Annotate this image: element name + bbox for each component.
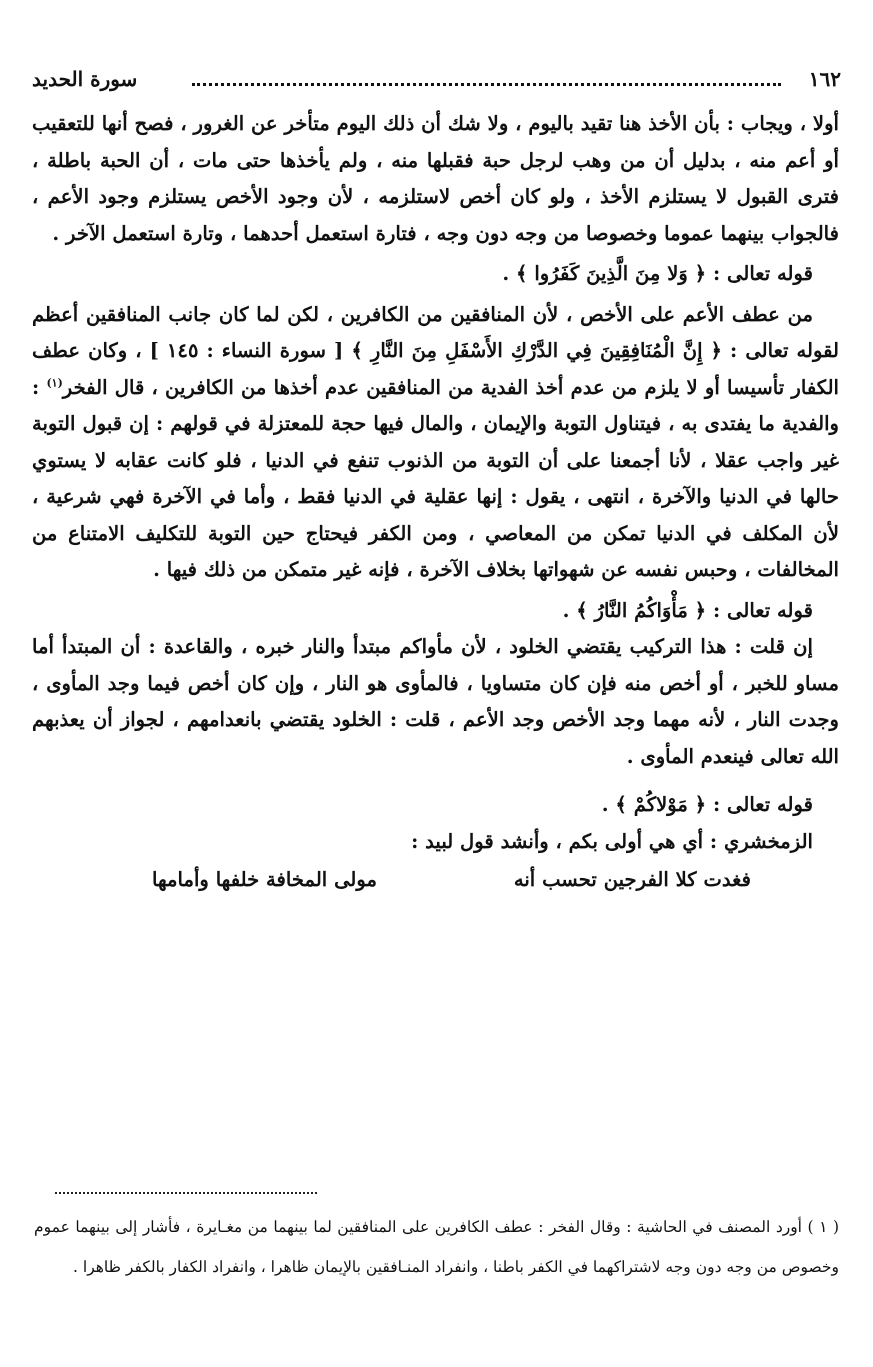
paragraph: أولا ، ويجاب : بأن الأخذ هنا تقيد باليوم ، ولا شك أن ذلك اليوم متأخر عن الغرور ، فصح أنها للتعقيب أو أعم منه ، بدليل أن من وهب لرجل حبة فقبلها منه ، ولم يأخذها حتى مات ، أن الحبة باطلة ، فترى القبول لا يستلزم الأخذ ، ولو كان أخص لاستلزمه ، لأن وجود الأخص يستلزم وجود الأعم ، فالجواب بينهما عموما وخصوصا من وجه دون وجه ، فتارة استعمل أحدهما ، وتارة استعمل الآخر . bbox=[32, 112, 839, 245]
paragraph-text: من عطف الأعم على الأخص ، لأن المنافقين من الكافرين ، لكن لما كان جانب المنافقين أعظم لقوله تعالى : ﴿ إِنَّ الْمُنَافِقِينَ فِي الدَّرْكِ الأَسْفَلِ مِنَ النَّارِ ﴾ [ سورة النساء : ١٤٥ ] ، وكان عطف الكفار تأسيسا أو لا يلزم من عدم أخذ الفدية من المنافقين عدم أخذها من الكافرين ، قال الفخر bbox=[32, 302, 839, 399]
paragraph bbox=[32, 297, 839, 589]
page-number: ١٦٢ bbox=[808, 67, 841, 91]
paragraph-text: : والفدية ما يفتدى به ، فيتناول التوبة والإيمان ، والمال فيها حجة للمعتزلة في قولهم : إن قبول التوبة غير واجب عقلا ، لأنا أجمعنا على أن التوبة من الذنوب تنفع في الدنيا ، فلو كانت عقابه لا يستوي حالها في الدنيا والآخرة ، انتهى ، يقول : إنها عقلية في الدنيا فقط ، وأما في الآخرة فهي شرعية ، لأن المكلف في الدنيا تمكن من المعاصي ، ومن الكفر فيحتاج حين التوبة للتكليف الامتناع من المخالفات ، وحبس نفسه عن شهواتها بخلاف الآخرة ، فإنه غير متمكن من ذلك فيها . bbox=[32, 375, 839, 581]
main-text bbox=[32, 106, 839, 899]
footnote-separator bbox=[55, 1192, 317, 1194]
paragraph: الزمخشري : أي هي أولى بكم ، وأنشد قول لبيد : bbox=[411, 829, 813, 853]
verse-heading: قوله تعالى : ﴿ وَلا مِنَ الَّذِينَ كَفَرُوا ﴾ . bbox=[502, 262, 813, 285]
running-title: سورة الحديد bbox=[32, 67, 138, 91]
verse-first-hemistich: فغدت كلا الفرجين تحسب أنه bbox=[513, 868, 751, 891]
footnote-text: ( ١ ) أورد المصنف في الحاشية : وقال الفخر : عطف الكافرين على المنافقين لما بينهما من مغـايرة ، فأشار إلى بينهما عموم وخصوص من وجه دون وجه لاشتراكهما في الكفر باطنا ، وانفراد المنـافقين بالإيمان ظاهرا ، وانفراد الكفار بالكفر ظاهرا . bbox=[34, 1218, 839, 1276]
poetry-verse bbox=[32, 862, 839, 899]
footnote-marker: (١) bbox=[46, 375, 63, 389]
page-header bbox=[32, 64, 841, 94]
verse-second-hemistich: مولى المخافة خلفها وأمامها bbox=[152, 868, 377, 891]
footnote bbox=[34, 1207, 839, 1287]
verse-heading: قوله تعالى : ﴿ مَأْوَاكُمُ النَّارُ ﴾ . bbox=[562, 598, 813, 622]
paragraph: إن قلت : هذا التركيب يقتضي الخلود ، لأن مأواكم مبتدأ والنار خبره ، والقاعدة : أن المبتدأ أما مساو للخبر ، أو أخص منه فإن كان متساويا ، فالمأوى هو النار ، وإن كان أخص فيما وجد المأوى ، وجدت النار ، لأنه مهما وجد الأخص وجد الأعم ، قلت : الخلود يقتضي بانعدامهم ، لجواز أن يعذبهم الله تعالى فينعدم المأوى . bbox=[32, 635, 839, 768]
header-dotted-leader bbox=[192, 83, 781, 86]
verse-heading: قوله تعالى : ﴿ مَوْلاكُمْ ﴾ . bbox=[601, 793, 813, 816]
